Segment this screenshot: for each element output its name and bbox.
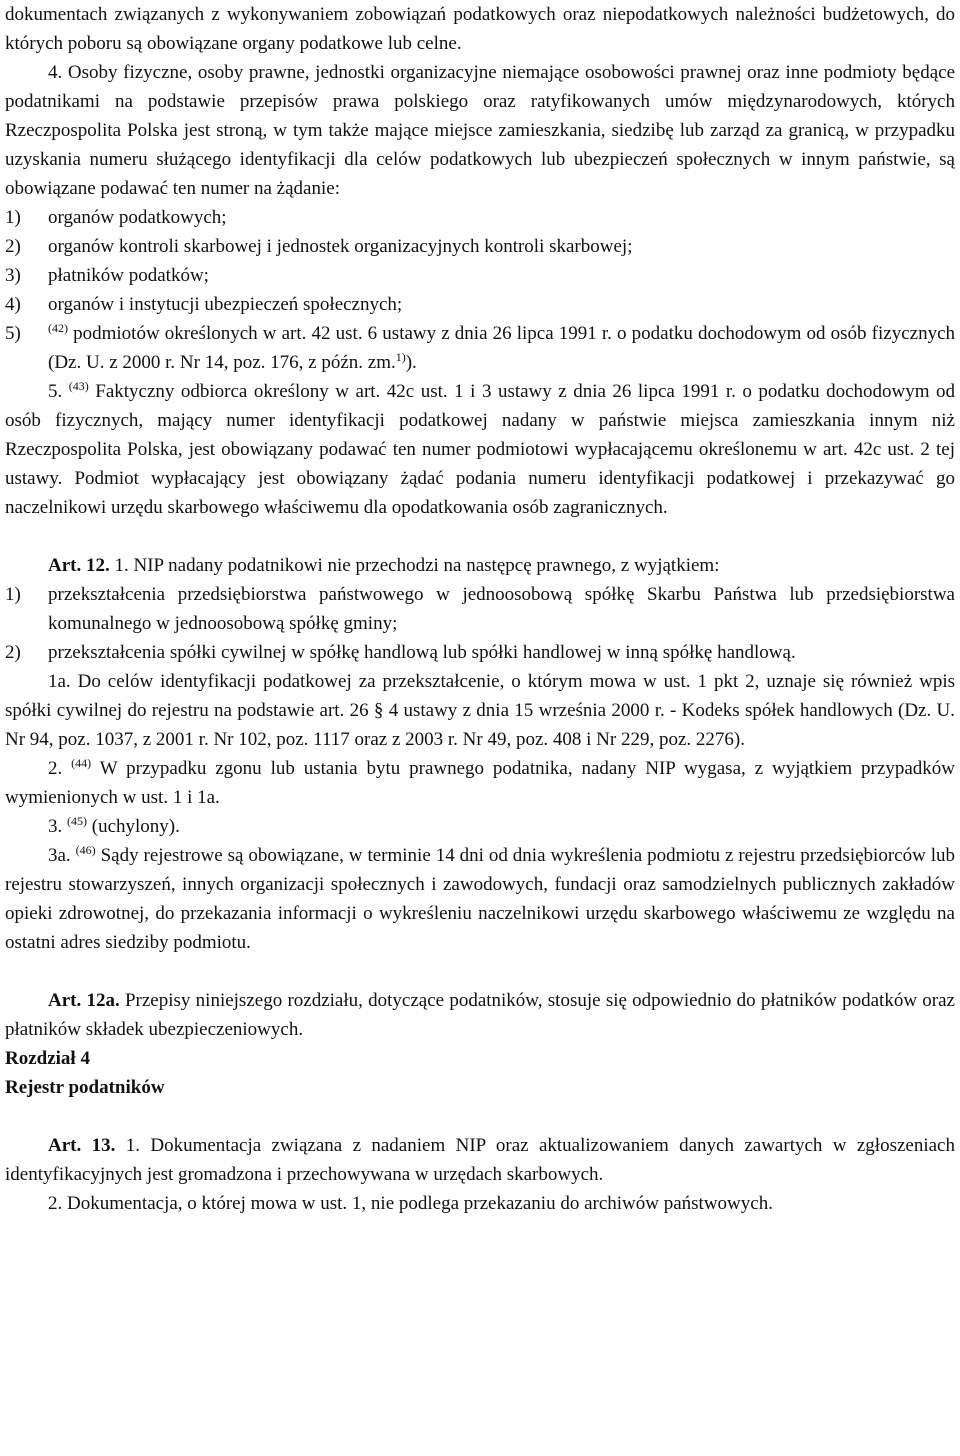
chapter-subtitle: Rejestr podatników	[5, 1077, 165, 1098]
article-label: Art. 12a.	[48, 990, 120, 1011]
list-item-text: przekształcenia spółki cywilnej w spółkę handlową lub spółki handlowej w inną spółkę handlową.	[48, 642, 796, 663]
article-12a	[5, 986, 955, 1044]
paragraph-text: Dokumentacja, o której mowa w ust. 1, nie podlega przekazaniu do archiwów państwowych.	[67, 1193, 773, 1214]
paragraph-text: Dokumentacja związana z nadaniem NIP oraz aktualizowaniem danych zawartych w zgłoszeniach identyfikacyjnych jest gromadzona i przechowywana w urzędach skarbowych.	[5, 1135, 955, 1185]
paragraph-number: 5.	[48, 381, 63, 402]
chapter-title: Rozdział 4	[5, 1048, 90, 1069]
footnote-ref: 1)	[395, 350, 406, 364]
list-item	[5, 261, 955, 290]
list-item-number: 2)	[5, 236, 21, 257]
paragraph-number: 2.	[48, 1193, 63, 1214]
paragraph-text: Osoby fizyczne, osoby prawne, jednostki organizacyjne niemające osobowości prawnej oraz inne podmioty będące podatnikami na podstawie przepisów prawa polskiego oraz ratyfikowanych umów międzynarodowych, których Rzeczpospolita Polska jest stroną, w tym także mające miejsce zamieszkania, siedzibę lub zarząd za granicą, w przypadku uzyskania numeru służącego identyfikacji dla celów podatkowych lub ubezpieczeń społecznych w innym państwie, są obowiązane podawać ten numer na żądanie:	[5, 62, 956, 199]
paragraph-number: 3a.	[48, 845, 71, 866]
article-label: Art. 13.	[48, 1135, 116, 1156]
list-item-number: 1)	[5, 584, 21, 605]
list-item-number: 4)	[5, 294, 21, 315]
list-item	[5, 290, 955, 319]
list-paragraph-4	[5, 203, 955, 377]
paragraph-text: Sądy rejestrowe są obowiązane, w terminie 14 dni od dnia wykreślenia podmiotu z rejestru przedsiębiorców lub rejestru stowarzyszeń, innych organizacji społecznych i zawodowych, fundacji oraz samodzielnych publicznych zakładów opieki zdrowotnej, do przekazania informacji o wykreśleniu naczelnikowi urzędu skarbowego właściwemu ze względu na ostatni adres siedziby podmiotu.	[5, 845, 956, 953]
list-item-text: organów i instytucji ubezpieczeń społecznych;	[48, 294, 403, 315]
paragraph-3a	[5, 841, 955, 957]
list-item	[5, 638, 955, 667]
article-label: Art. 12.	[48, 555, 110, 576]
list-item-number: 1)	[5, 207, 21, 228]
paragraph-1a	[5, 667, 955, 754]
paragraph-number: 2.	[48, 758, 63, 779]
paragraph-4	[5, 58, 955, 203]
list-item-text: płatników podatków;	[48, 265, 209, 286]
list-item-text: podmiotów określonych w art. 42 ust. 6 ustawy z dnia 26 lipca 1991 r. o podatku dochodowym od osób fizycznych (Dz. U. z 2000 r. Nr 14, poz. 176, z późn. zm.	[48, 323, 955, 373]
paragraph-text: Do celów identyfikacji podatkowej za przekształcenie, o którym mowa w ust. 1 pkt 2, uznaje się również wpis spółki cywilnej do rejestru na podstawie art. 26 § 4 ustawy z dnia 15 września 2000 r. - Kodeks spółek handlowych (Dz. U. Nr 94, poz. 1037, z 2001 r. Nr 102, poz. 1117 oraz z 2003 r. Nr 49, poz. 408 i Nr 229, poz. 2276).	[5, 671, 955, 750]
list-article-12	[5, 580, 955, 667]
paragraph-number: 4.	[48, 62, 63, 83]
footnote-ref: (43)	[68, 379, 89, 393]
paragraph-number: 1.	[114, 555, 129, 576]
paragraph-number: 3.	[48, 816, 63, 837]
footnote-ref: (46)	[75, 843, 96, 857]
list-item-text: przekształcenia przedsiębiorstwa państwowego w jednoosobową spółkę Skarbu Państwa lub przedsiębiorstwa komunalnego w jednoosobową spółkę gminy;	[48, 584, 955, 634]
paragraph-text: (uchylony).	[91, 816, 180, 837]
paragraph-text: NIP nadany podatnikowi nie przechodzi na następcę prawnego, z wyjątkiem:	[133, 555, 720, 576]
footnote-ref: (44)	[71, 756, 92, 770]
article-13	[5, 1131, 955, 1189]
paragraph-3	[5, 812, 955, 841]
paragraph-2	[5, 754, 955, 812]
list-item	[5, 319, 955, 377]
list-item-number: 3)	[5, 265, 21, 286]
article-12	[5, 551, 955, 580]
footnote-ref: (42)	[48, 321, 68, 335]
paragraph-5	[5, 377, 955, 522]
paragraph-text: W przypadku zgonu lub ustania bytu prawnego podatnika, nadany NIP wygasa, z wyjątkiem przypadków wymienionych w ust. 1 i 1a.	[5, 758, 955, 808]
list-item-number: 5)	[5, 323, 21, 344]
list-item	[5, 203, 955, 232]
list-item-text: organów kontroli skarbowej i jednostek organizacyjnych kontroli skarbowej;	[48, 236, 633, 257]
footnote-ref: (45)	[67, 814, 87, 828]
list-item	[5, 580, 955, 638]
article-13-paragraph-2	[5, 1189, 955, 1218]
paragraph-text: Faktyczny odbiorca określony w art. 42c ust. 1 i 3 ustawy z dnia 26 lipca 1991 r. o podatku dochodowym od osób fizycznych, mający numer identyfikacji podatkowej nadany w państwie miejsca zamieszkania innym niż Rzeczpospolita Polska, jest obowiązany podawać ten numer podmiotowi wypłacającemu określonemu w art. 42c ust. 2 tej ustawy. Podmiot wypłacający jest obowiązany żądać podania numeru identyfikacji podatkowej i przekazywać go naczelnikowi urzędu skarbowego właściwemu dla opodatkowania osób zagranicznych.	[5, 381, 956, 518]
paragraph-number: 1a.	[48, 671, 71, 692]
paragraph-continuation: dokumentach związanych z wykonywaniem zobowiązań podatkowych oraz niepodatkowych należności budżetowych, do których poboru są obowiązane organy podatkowe lub celne.	[5, 4, 955, 54]
list-item-number: 2)	[5, 642, 21, 663]
paragraph-number: 1.	[125, 1135, 140, 1156]
list-item	[5, 232, 955, 261]
list-item-text-end: ).	[405, 352, 417, 373]
list-item-text: organów podatkowych;	[48, 207, 227, 228]
paragraph-text: Przepisy niniejszego rozdziału, dotyczące podatników, stosuje się odpowiednio do płatników podatków oraz płatników składek ubezpieczeniowych.	[5, 990, 955, 1040]
